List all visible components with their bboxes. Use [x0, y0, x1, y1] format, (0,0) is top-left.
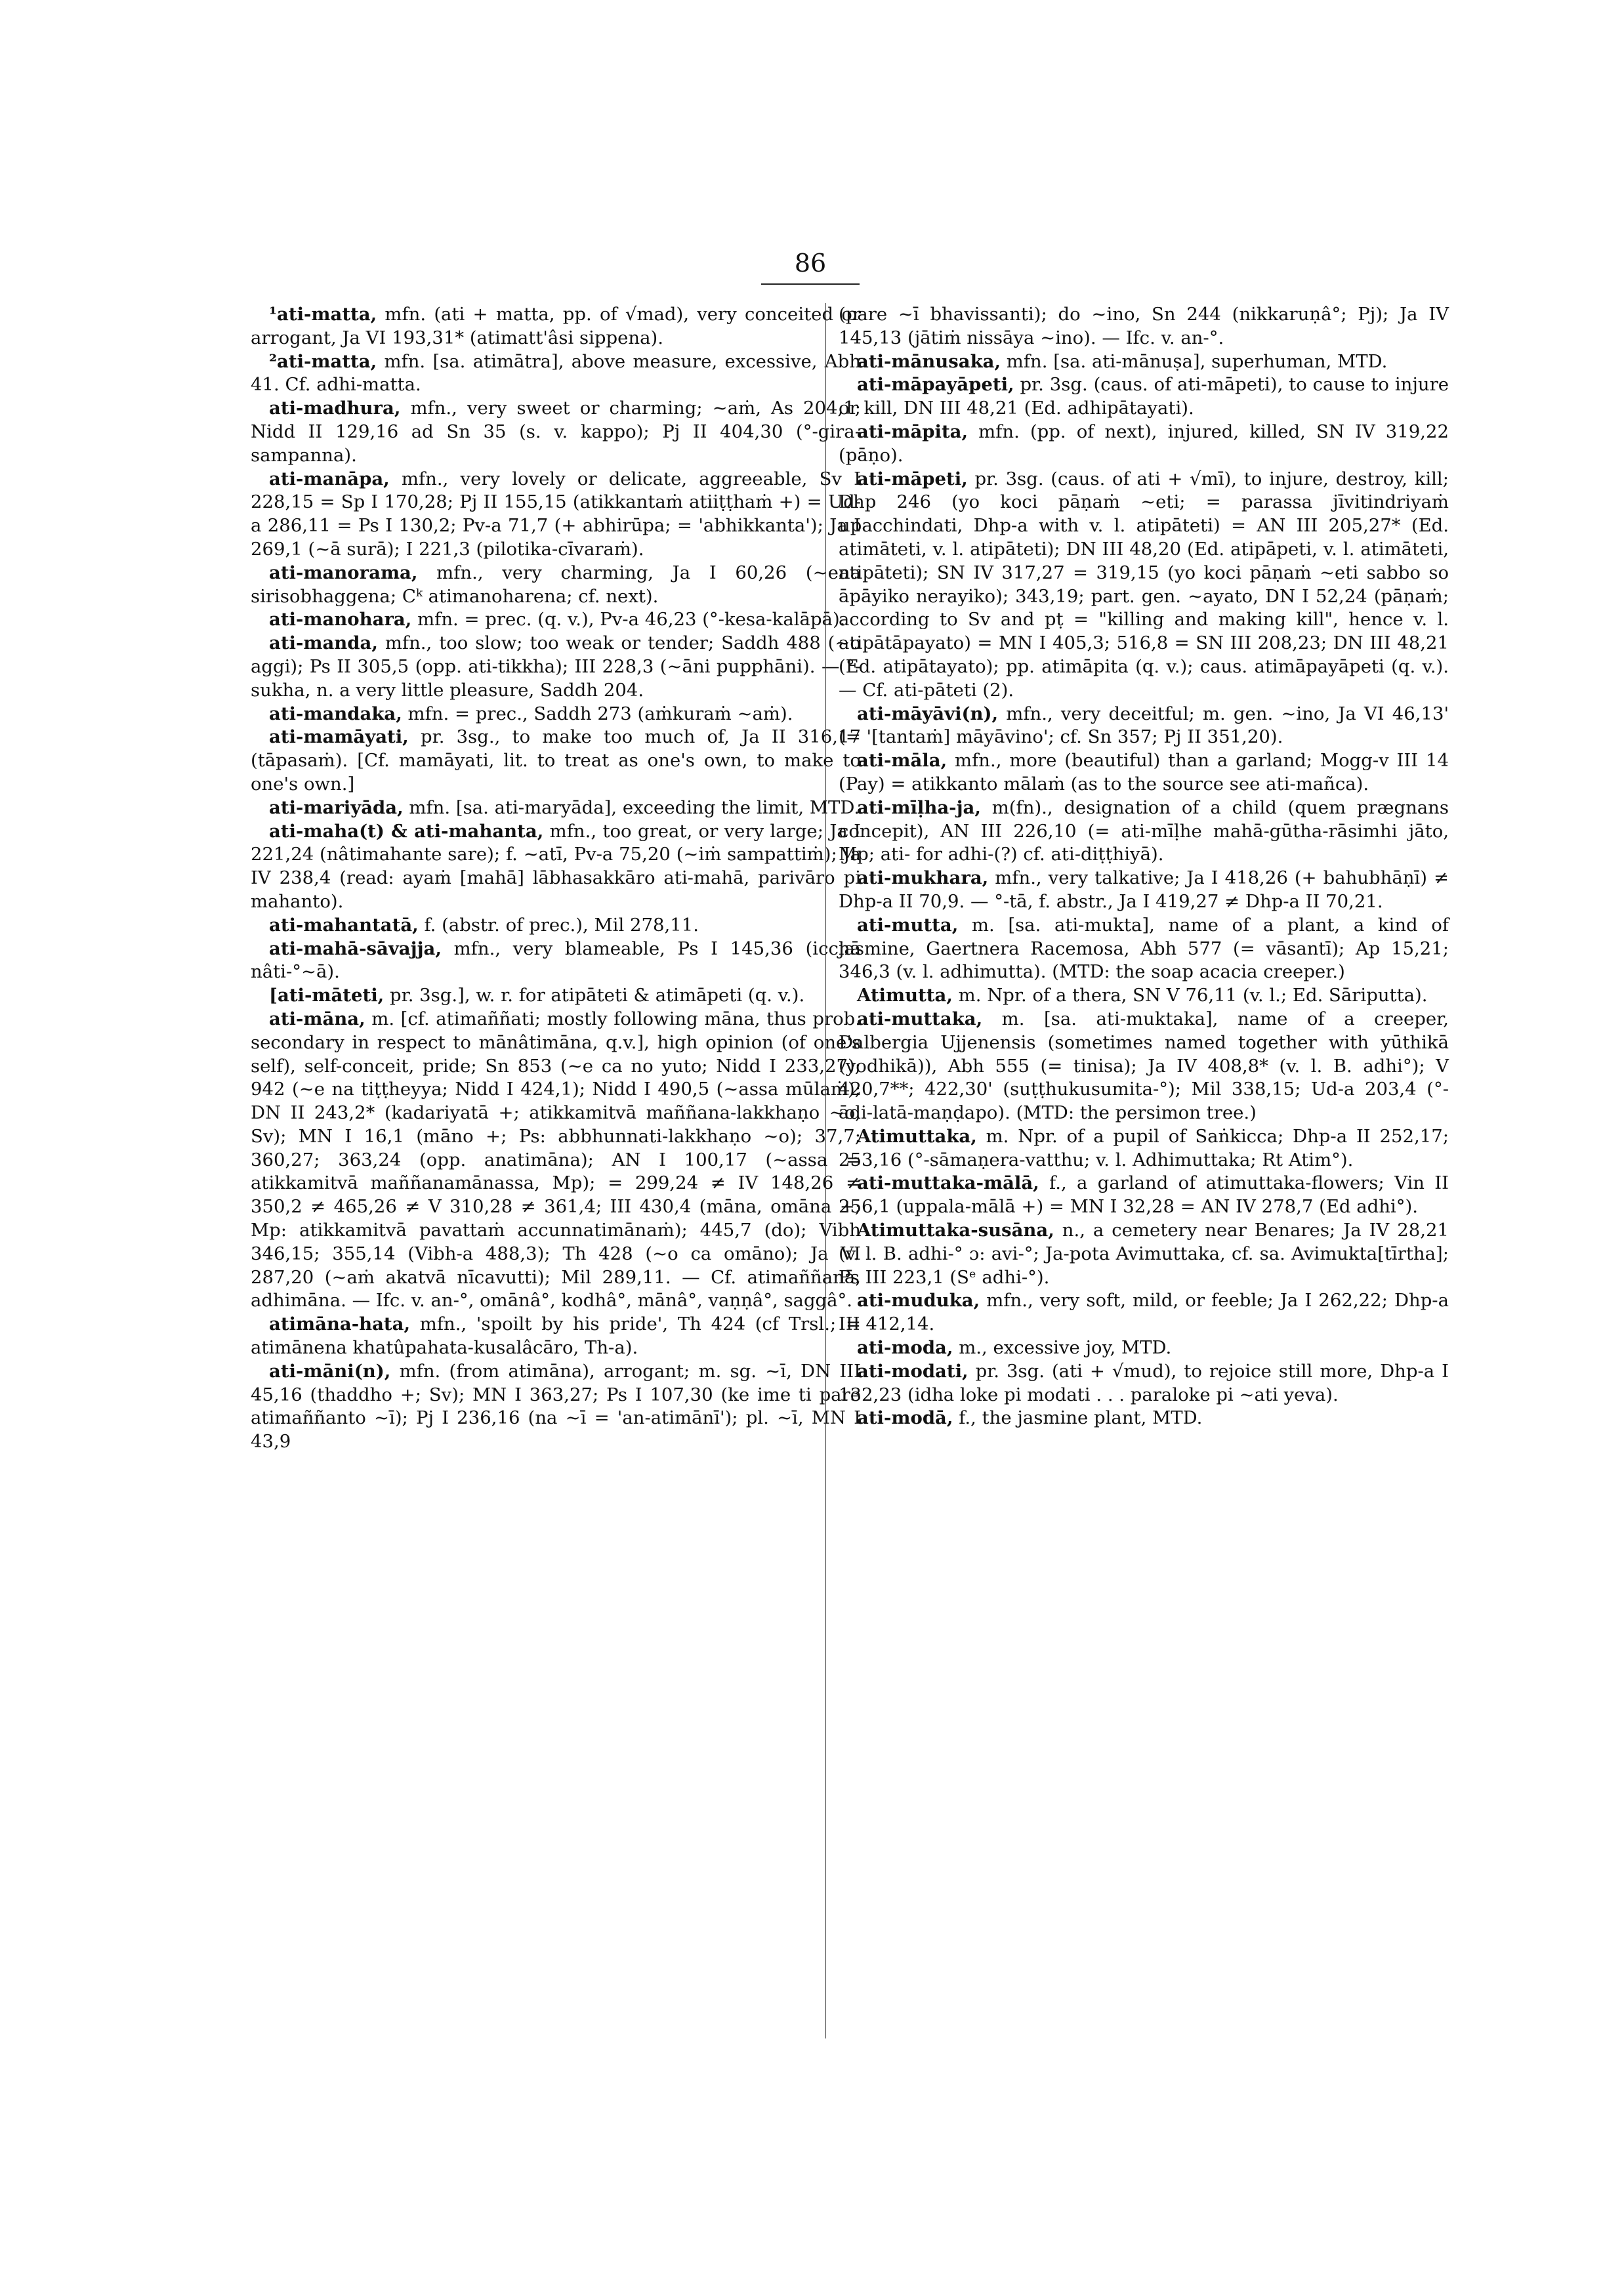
- entry-definition: mfn. (from atimāna), arrogant; m. sg. ~ī, DN III 45,16 (thaddho +; Sv); MN I 363,27; Ps I 107,30 (ke ime ti pare atimaññanto ~ī); Pj I 236,16 (na ~ī = 'an-atimānī'); pl. ~ī, MN I 43,9: [251, 1360, 861, 1453]
- dictionary-entry: [251, 397, 861, 467]
- entry-headword: ati-manohara,: [269, 609, 412, 631]
- entry-headword: ati-modā,: [857, 1407, 953, 1429]
- dictionary-entry: [839, 1008, 1449, 1125]
- dictionary-entry: [839, 796, 1449, 867]
- dictionary-entry: [839, 914, 1449, 984]
- entry-headword: ati-māpayāpeti,: [857, 374, 1014, 396]
- dictionary-entry: [251, 468, 861, 562]
- entry-definition: mfn., very blameable, Ps I 145,36 (icchā nâti-°~ā).: [251, 938, 861, 983]
- entry-definition: mfn., very lovely or delicate, aggreeable, Sv I 228,15 = Sp I 170,28; Pj II 155,15 (atikkantaṁ atiiṭṭhaṁ +) = Ud-a 286,11 = Ps I 130,2; Pv-a 71,7 (+ abhirūpa; = 'abhikkanta'); Ja I 269,1 (~ā surā); I 221,3 (pilotika-cīvaraṁ).: [251, 468, 861, 560]
- entry-definition: m. [sa. ati-muktaka], name of a creeper, Dalbergia Ujjenensis (sometimes named together with yūthikā (yodhikā)), Abh 555 (= tinisa); Ja IV 408,8* (v. l. B. adhi°); V 420,7**; 422,30' (suṭṭhukusumita-°); Mil 338,15; Ud-a 203,4 (°-ādi-latā-maṇḍapo). (MTD: the persimon tree.): [839, 1008, 1449, 1124]
- entry-headword: ati-mahantatā,: [269, 914, 419, 936]
- entry-headword: ati-mutta,: [857, 914, 959, 936]
- entry-headword: ati-mānusaka,: [857, 350, 1001, 372]
- entry-headword: Atimutta,: [857, 985, 953, 1006]
- entry-definition: mfn., very talkative; Ja I 418,26 (+ bahubhāṇī) ≠ Dhp-a II 70,9. — °-tā, f. abstr., Ja I 419,27 ≠ Dhp-a II 70,21.: [839, 867, 1449, 912]
- entry-definition: mfn., too great, or very large; Ja I 221,24 (nâtimahante sare); f. ~atī, Pv-a 75,20 (~iṁ sampattiṁ); Ja IV 238,4 (read: ayaṁ [mahā] lābhasakkāro ati-mahā, parivāro pi mahanto).: [251, 820, 861, 912]
- entry-definition: m. [sa. ati-mukta], name of a plant, a kind of jasmine, Gaertnera Racemosa, Abh 577 (= vāsantī); Ap 15,21; 346,3 (v. l. adhimutta). (MTD: the soap acacia creeper.): [839, 914, 1449, 983]
- dictionary-entry: [251, 1313, 861, 1360]
- dictionary-entry: [839, 421, 1449, 468]
- entry-definition: mfn. [sa. ati-mānuṣa], superhuman, MTD.: [1001, 350, 1388, 372]
- dictionary-entry: [251, 820, 861, 914]
- entry-headword: ¹ati-matta,: [269, 304, 377, 325]
- column-divider: [825, 303, 826, 2038]
- entry-headword: ati-māpeti,: [857, 468, 968, 489]
- entry-definition: mfn. = prec., Saddh 273 (aṁkuraṁ ~aṁ).: [402, 703, 793, 724]
- entry-headword: ati-mandaka,: [269, 703, 402, 724]
- dictionary-entry: [251, 1360, 861, 1454]
- dictionary-entry: [839, 373, 1449, 421]
- dictionary-entry: [839, 1125, 1449, 1172]
- dictionary-entry: [251, 632, 861, 702]
- dictionary-entry: [251, 796, 861, 820]
- dictionary-entry: [839, 1172, 1449, 1219]
- entry-headword: ati-muttaka,: [857, 1008, 983, 1029]
- entry-headword: ati-mahā-sāvajja,: [269, 938, 442, 959]
- dictionary-entry: [251, 914, 861, 938]
- entry-definition: mfn., very soft, mild, or feeble; Ja I 262,22; Dhp-a III 412,14.: [839, 1290, 1449, 1335]
- entry-definition: mfn. (ati + matta, pp. of √mad), very conceited or arrogant, Ja VI 193,31* (atimatt'âsi sippena).: [251, 304, 861, 348]
- entry-definition: mfn. (pp. of next), injured, killed, SN IV 319,22 (pāṇo).: [839, 421, 1449, 466]
- entry-headword: Atimuttaka,: [857, 1125, 977, 1147]
- entry-definition: (pare ~ī bhavissanti); do ~ino, Sn 244 (nikkaruṇâ°; Pj); Ja IV 145,13 (jātiṁ nissāya ~ino). — Ifc. v. an-°.: [839, 304, 1449, 348]
- entry-headword: [ati-māteti,: [269, 985, 385, 1006]
- left-column: [251, 303, 861, 1454]
- entry-definition: pr. 3sg.], w. r. for atipāteti & atimāpeti (q. v.).: [384, 985, 805, 1006]
- dictionary-entry: [839, 468, 1449, 703]
- dictionary-entry: [251, 350, 861, 398]
- dictionary-entry: [839, 303, 1449, 350]
- entry-definition: mfn. [sa. atimātra], above measure, excessive, Abh 41. Cf. adhi-matta.: [251, 350, 861, 396]
- entry-headword: ati-māna,: [269, 1008, 365, 1029]
- right-column: [839, 303, 1449, 1430]
- entry-headword: ati-manda,: [269, 632, 378, 654]
- dictionary-entry: [839, 1289, 1449, 1336]
- entry-definition: m. Npr. of a pupil of Saṅkicca; Dhp-a II 252,17; 253,16 (°-sāmaṇera-vatthu; v. l. Adhimuttaka; Rt Atim°).: [839, 1125, 1449, 1170]
- dictionary-entry: [839, 1336, 1449, 1360]
- entry-headword: ati-muttaka-mālā,: [857, 1172, 1039, 1194]
- entry-headword: atimāna-hata,: [269, 1313, 411, 1335]
- entry-definition: pr. 3sg., to make too much of, Ja II 316,17 (tāpasaṁ). [Cf. mamāyati, lit. to treat as one's own, to make to one's own.]: [251, 726, 861, 795]
- dictionary-entry: [251, 726, 861, 796]
- entry-definition: m., excessive joy, MTD.: [953, 1337, 1172, 1359]
- entry-definition: mfn., very sweet or charming; ~aṁ, As 204,1; Nidd II 129,16 ad Sn 35 (s. v. kappo); Pj II 404,30 (°-gira-sampanna).: [251, 398, 861, 466]
- entry-definition: n., a cemetery near Benares; Ja IV 28,21 (v. l. B. adhi-° ɔ: avi-°; Ja-pota Avimuttaka, cf. sa. Avimukta[tīrtha]; Ps III 223,1 (Sᵉ adhi-°).: [839, 1220, 1449, 1288]
- dictionary-entry: [251, 303, 861, 350]
- entry-definition: mfn., more (beautiful) than a garland; Mogg-v III 14 (Pay) = atikkanto mālaṁ (as to the source see ati-mañca).: [839, 750, 1449, 795]
- entry-definition: mfn., 'spoilt by his pride', Th 424 (cf Trsl.; = atimānena khatûpahata-kusalâcāro, Th-a).: [251, 1313, 861, 1359]
- dictionary-entry: [251, 938, 861, 985]
- entry-headword: ati-māni(n),: [269, 1360, 391, 1382]
- entry-headword: Atimuttaka-susāna,: [857, 1220, 1054, 1241]
- entry-headword: ati-māpita,: [857, 421, 968, 442]
- dictionary-entry: [839, 350, 1449, 374]
- entry-definition: m. Npr. of a thera, SN V 76,11 (v. l.; Ed. Sāriputta).: [952, 985, 1428, 1006]
- dictionary-entry: [251, 562, 861, 609]
- page-number: 86: [794, 249, 827, 278]
- entry-headword: ati-madhura,: [269, 398, 401, 419]
- entry-definition: pr. 3sg. (ati + √mud), to rejoice still more, Dhp-a I 132,23 (idha loke pi modati . . . paraloke pi ~ati yeva).: [839, 1360, 1449, 1405]
- entry-headword: ati-maha(t) & ati-mahanta,: [269, 820, 544, 842]
- dictionary-entry: [839, 867, 1449, 914]
- dictionary-entry: [251, 608, 861, 632]
- dictionary-entry: [839, 1407, 1449, 1430]
- entry-definition: mfn., very charming, Ja I 60,26 (~ena sirisobhaggena; Cᵏ atimanoharena; cf. next).: [251, 562, 861, 607]
- dictionary-entry: [839, 749, 1449, 796]
- entry-headword: ati-mariyāda,: [269, 796, 404, 818]
- entry-definition: f., the jasmine plant, MTD.: [953, 1407, 1203, 1429]
- entry-definition: f., a garland of atimuttaka-flowers; Vin II 256,1 (uppala-mālā +) = MN I 32,28 = AN IV 278,7 (Ed adhi°).: [839, 1172, 1449, 1218]
- entry-headword: ati-modati,: [857, 1360, 968, 1382]
- entry-definition: mfn. [sa. ati-maryāda], exceeding the limit, MTD.: [403, 796, 860, 818]
- entry-definition: mfn., very deceitful; m. gen. ~ino, Ja VI 46,13' (= '[tantaṁ] māyāvino'; cf. Sn 357; Pj II 351,20).: [839, 703, 1449, 748]
- entry-definition: f. (abstr. of prec.), Mil 278,11.: [418, 914, 699, 936]
- entry-definition: m. [cf. atimaññati; mostly following māna, thus prob. secondary in respect to mānâtimāna, q.v.], high opinion (of one's self), self-conceit, pride; Sn 853 (~e ca no yuto; Nidd I 233,27); 942 (~e na tiṭṭheyya; Nidd I 424,1); Nidd I 490,5 (~assa mūlaṁ); DN II 243,2* (kadariyatā +; atikkamitvā maññana-lakkhaṇo ~o, Sv); MN I 16,1 (māno +; Ps: abbhunnati-lakkhaṇo ~o); 37,7; 360,27; 363,24 (opp. anatimāna); AN I 100,17 (~assa = atikkamitvā maññanamānassa, Mp); = 299,24 ≠ IV 148,26 ≠ 350,2 ≠ 465,26 ≠ V 310,28 ≠ 361,4; III 430,4 (māna, omāna +; Mp: atikkamitvā pavattaṁ accunnatimānaṁ); 445,7 (do); Vibh 346,15; 355,14 (Vibh-a 488,3); Th 428 (~o ca omāno); Ja VI 287,20 (~aṁ akatvā nīcavutti); Mil 289,11. — Cf. atimaññanā, adhimāna. — Ifc. v. an-°, omānâ°, kodhâ°, mānâ°, vaṇṇâ°, saggâ°.: [251, 1008, 861, 1312]
- entry-definition: m(fn)., designation of a child (quem prægnans concepit), AN III 226,10 (= ati-mīḷhe mahā-gūtha-rāsimhi jāto, Mp; ati- for adhi-(?) cf. ati-diṭṭhiyā).: [839, 796, 1449, 865]
- entry-definition: pr. 3sg. (caus. of ati + √mī), to injure, destroy, kill; Dhp 246 (yo koci pāṇaṁ ~eti; = parassa jīvitindriyaṁ upacchindati, Dhp-a with v. l. atipāteti) = AN III 205,27* (Ed. atimāteti, v. l. atipāteti); DN III 48,20 (Ed. atipāpeti, v. l. atimāteti, atipāteti); SN IV 317,27 = 319,15 (yo koci pāṇaṁ ~eti sabbo so āpāyiko nerayiko); 343,19; part. gen. ~ayato, DN I 52,24 (pāṇaṁ; according to Sv and pṭ = "killing and making kill", hence v. l. atipātāpayato) = MN I 405,3; 516,8 = SN III 208,23; DN III 48,21 (Ed. atipātayato); pp. atimāpita (q. v.); caus. atimāpayāpeti (q. v.). — Cf. ati-pāteti (2).: [839, 468, 1449, 701]
- entry-headword: ati-māla,: [857, 750, 947, 772]
- dictionary-entry: [839, 703, 1449, 750]
- entry-headword: ati-māyāvi(n),: [857, 703, 999, 724]
- dictionary-entry: [251, 703, 861, 726]
- dictionary-entry: [251, 1008, 861, 1313]
- dictionary-entry: [251, 984, 861, 1008]
- entry-headword: ati-moda,: [857, 1337, 953, 1359]
- entry-headword: ati-muduka,: [857, 1290, 980, 1312]
- entry-definition: mfn. = prec. (q. v.), Pv-a 46,23 (°-kesa-kalāpā).: [411, 609, 846, 631]
- entry-headword: ati-mamāyati,: [269, 726, 409, 748]
- dictionary-entry: [839, 1219, 1449, 1289]
- entry-definition: mfn., too slow; too weak or tender; Saddh 488 (~o aggi); Ps II 305,5 (opp. ati-tikkha); III 228,3 (~āni pupphāni). — °-sukha, n. a very little pleasure, Saddh 204.: [251, 632, 861, 701]
- dictionary-entry: [839, 984, 1449, 1008]
- page-number-rule: [761, 283, 860, 285]
- entry-headword: ²ati-matta,: [269, 350, 377, 372]
- entry-headword: ati-manāpa,: [269, 468, 390, 489]
- entry-headword: ati-mīḷha-ja,: [857, 796, 981, 818]
- dictionary-entry: [839, 1360, 1449, 1407]
- entry-headword: ati-manorama,: [269, 562, 418, 583]
- entry-definition: pr. 3sg. (caus. of ati-māpeti), to cause to injure or kill, DN III 48,21 (Ed. adhipātayati).: [839, 374, 1449, 419]
- entry-headword: ati-mukhara,: [857, 867, 989, 889]
